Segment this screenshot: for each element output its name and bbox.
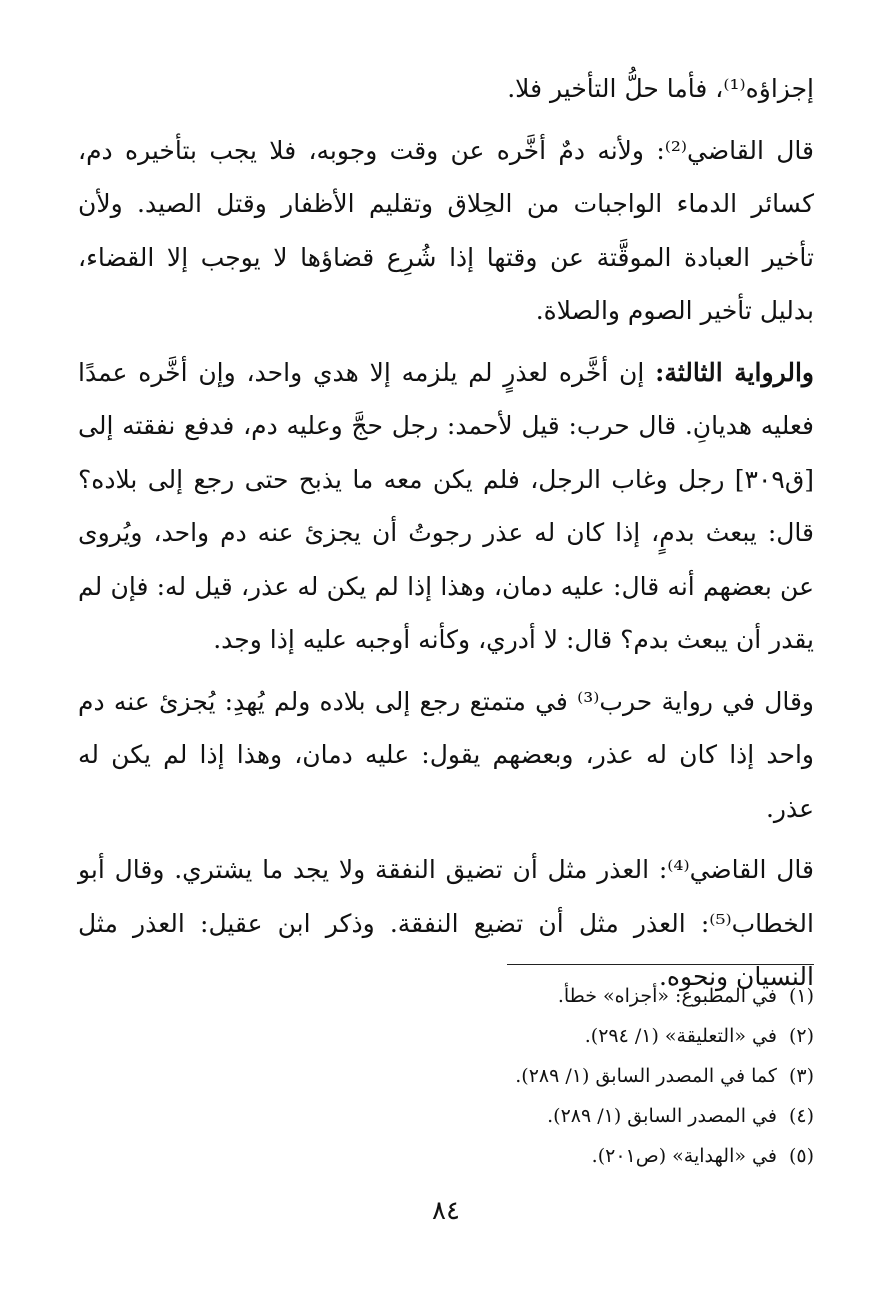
paragraph-3 bbox=[78, 346, 814, 667]
paragraph-4: وقال في رواية حرب⁽³⁾ في متمتع رجع إلى بلاده ولم يُهدِ: يُجزئ عنه دم واحد إذا كان له عذر، وبعضهم يقول: عليه دمان، وهذا إذا لم يكن له عذر. bbox=[78, 686, 815, 823]
paragraph-1: إجزاؤه⁽¹⁾، فأما حلُّ التأخير فلا. bbox=[507, 74, 814, 103]
footnote-2 bbox=[254, 1016, 814, 1056]
footnote-divider bbox=[507, 964, 814, 965]
footnote-text: كما في المصدر السابق (١/ ٢٨٩). bbox=[515, 1065, 777, 1087]
footnote-text: في المصدر السابق (١/ ٢٨٩). bbox=[547, 1105, 777, 1127]
paragraph-2: قال القاضي⁽²⁾: ولأنه دمٌ أخَّره عن وقت وجوبه، فلا يجب بتأخيره دم، كسائر الدماء الواجبات من الحِلاق وتقليم الأظفار وقتل الصيد. ولأن تأخير العبادة الموقَّتة عن وقتها إذا شُرِع قضاؤها لا يوجب إلا القضاء، بدليل تأخير الصوم والصلاة. bbox=[78, 135, 814, 325]
page-number: ٨٤ bbox=[432, 1196, 460, 1226]
paragraph-3-lead: والرواية الثالثة: bbox=[655, 357, 815, 387]
footnote-text: في «التعليقة» (١/ ٢٩٤). bbox=[584, 1025, 777, 1047]
footnote-text: في المطبوع: «أجزاه» خطأ. bbox=[557, 985, 777, 1007]
footnote-number: (٥) bbox=[788, 1145, 814, 1167]
paragraph-5: قال القاضي⁽⁴⁾: العذر مثل أن تضيق النفقة ولا يجد ما يشتري. وقال أبو الخطاب⁽⁵⁾: العذر مثل أن تضيع النفقة. وذكر ابن عقيل: العذر مثل النسيان ونحوه. bbox=[78, 855, 814, 991]
footnote-1 bbox=[254, 976, 814, 1016]
footnote-4 bbox=[254, 1096, 814, 1136]
footnote-text: في «الهداية» (ص٢٠١). bbox=[591, 1145, 777, 1167]
footnote-number: (٤) bbox=[788, 1105, 814, 1127]
footnotes bbox=[254, 976, 814, 1176]
footnote-number: (١) bbox=[788, 985, 814, 1007]
paragraph-3-text: إن أخَّره لعذرٍ لم يلزمه إلا هدي واحد، وإن أخَّره عمدًا فعليه هديانِ. قال حرب: قيل لأحمد: رجل حجَّ وعليه دم، فدفع نفقته إلى [ق٣٠٩] رجل وغاب الرجل، فلم يكن معه ما يذبح حتى رجع إلى بلاده؟ قال: يبعث بدمٍ، إذا كان له عذر رجوتُ أن يجزئ عنه دم واحد، ويُروى عن بعضهم أنه قال: عليه دمان، وهذا إذا لم يكن له عذر، قيل له: فإن لم يقدر أن يبعث بدم؟ قال: لا أدري، وكأنه أوجبه عليه إذا وجد. bbox=[78, 357, 814, 654]
footnote-5 bbox=[254, 1136, 814, 1176]
footnote-number: (٣) bbox=[788, 1065, 814, 1087]
footnote-3 bbox=[254, 1056, 814, 1096]
footnote-number: (٢) bbox=[788, 1025, 814, 1047]
page-body bbox=[78, 62, 814, 1004]
